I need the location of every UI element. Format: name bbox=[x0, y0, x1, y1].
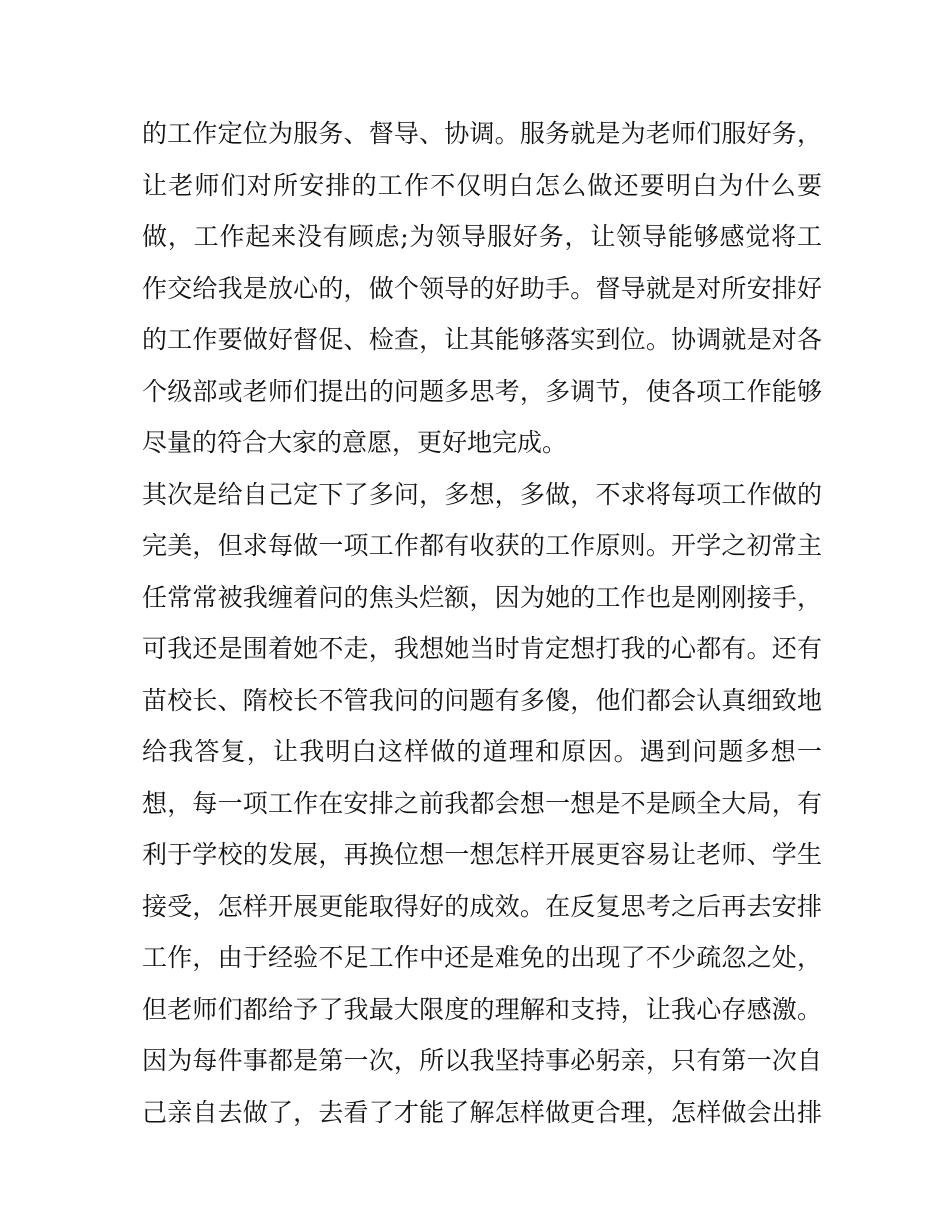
text-line-3: 做，工作起来没有顾虑;为领导服好务，让领导能够感觉将工 bbox=[142, 222, 822, 251]
text-line-2: 让老师们对所安排的工作不仅明白怎么做还要明白为什么要 bbox=[142, 170, 822, 200]
text-line-19: 因为每件事都是第一次，所以我坚持事必躬亲，只有第一次自 bbox=[142, 1046, 822, 1075]
text-line-4: 作交给我是放心的，做个领导的好助手。督导就是对所安排好 bbox=[142, 273, 822, 303]
text-line-10: 任常常被我缠着问的焦头烂额，因为她的工作也是刚刚接手， bbox=[142, 582, 822, 612]
text-line-1: 的工作定位为服务、督导、协调。服务就是为老师们服好务， bbox=[142, 119, 822, 148]
text-line-8: 其次是给自己定下了多问，多想，多做，不求将每项工作做的 bbox=[142, 479, 822, 509]
text-line-13: 给我答复，让我明白这样做的道理和原因。遇到问题多想一 bbox=[142, 737, 822, 766]
text-line-14: 想，每一项工作在安排之前我都会想一想是不是顾全大局，有 bbox=[142, 788, 822, 818]
text-line-15: 利于学校的发展，再换位想一想怎样开展更容易让老师、学生 bbox=[142, 840, 822, 869]
text-line-9: 完美，但求每做一项工作都有收获的工作原则。开学之初常主 bbox=[142, 531, 822, 560]
text-line-16: 接受，怎样开展更能取得好的成效。在反复思考之后再去安排 bbox=[142, 891, 822, 921]
text-line-5: 的工作要做好督促、检查，让其能够落实到位。协调就是对各 bbox=[142, 325, 822, 354]
text-line-18: 但老师们都给予了我最大限度的理解和支持，让我心存感激。 bbox=[142, 994, 822, 1024]
text-line-12: 苗校长、隋校长不管我问的问题有多傻，他们都会认真细致地 bbox=[142, 685, 822, 715]
text-line-6: 个级部或老师们提出的问题多思考，多调节，使各项工作能够 bbox=[142, 376, 822, 406]
text-line-7: 尽量的符合大家的意愿，更好地完成。 bbox=[142, 428, 568, 457]
body-text bbox=[142, 108, 822, 1138]
text-line-20: 己亲自去做了，去看了才能了解怎样做更合理，怎样做会出排 bbox=[142, 1097, 822, 1127]
text-line-17: 工作，由于经验不足工作中还是难免的出现了不少疏忽之处， bbox=[142, 943, 822, 972]
text-line-11: 可我还是围着她不走，我想她当时肯定想打我的心都有。还有 bbox=[142, 634, 822, 663]
